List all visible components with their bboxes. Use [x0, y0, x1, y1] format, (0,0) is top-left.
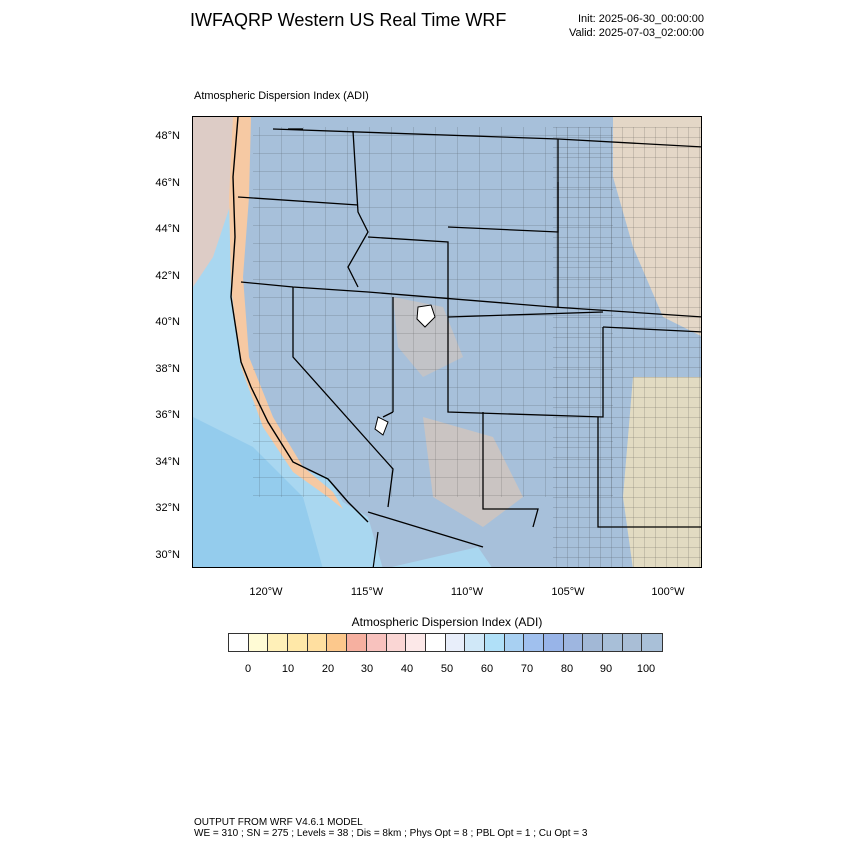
model-config: WE = 310 ; SN = 275 ; Levels = 38 ; Dis = 8km ; Phys Opt = 8 ; PBL Opt = 1 ; Cu Opt = 3	[194, 828, 588, 839]
colorbar-swatch	[249, 634, 269, 651]
colorbar-swatch	[406, 634, 426, 651]
lat-label: 42°N	[155, 270, 180, 282]
colorbar-swatch	[485, 634, 505, 651]
lat-label: 40°N	[155, 316, 180, 328]
lat-label: 34°N	[155, 456, 180, 468]
init-time: Init: 2025-06-30_00:00:00	[578, 13, 704, 25]
colorbar-label: 60	[480, 663, 494, 675]
colorbar-swatch	[623, 634, 643, 651]
lon-label: 120°W	[249, 586, 283, 598]
colorbar-label: 30	[360, 663, 374, 675]
colorbar-swatch	[426, 634, 446, 651]
colorbar-label: 40	[400, 663, 414, 675]
colorbar-label: 20	[321, 663, 335, 675]
colorbar-swatch	[544, 634, 564, 651]
map-panel	[192, 116, 702, 568]
colorbar-swatch	[288, 634, 308, 651]
lon-label: 105°W	[551, 586, 585, 598]
colorbar-label: 100	[636, 663, 656, 675]
model-info: OUTPUT FROM WRF V4.6.1 MODEL	[194, 817, 363, 828]
colorbar	[228, 633, 663, 652]
lat-label: 30°N	[155, 549, 180, 561]
colorbar-swatch	[524, 634, 544, 651]
lon-label: 100°W	[651, 586, 685, 598]
lat-label: 32°N	[155, 502, 180, 514]
lon-label: 115°W	[350, 586, 384, 598]
colorbar-swatch	[387, 634, 407, 651]
lat-label: 36°N	[155, 409, 180, 421]
colorbar-swatch	[367, 634, 387, 651]
main-title: IWFAQRP Western US Real Time WRF	[190, 10, 507, 30]
colorbar-swatch	[229, 634, 249, 651]
colorbar-swatch	[642, 634, 662, 651]
colorbar-title: Atmospheric Dispersion Index (ADI)	[351, 615, 543, 629]
lon-label: 110°W	[450, 586, 484, 598]
lat-label: 46°N	[155, 177, 180, 189]
colorbar-swatch	[505, 634, 525, 651]
lat-label: 48°N	[155, 130, 180, 142]
colorbar-swatch	[327, 634, 347, 651]
colorbar-swatch	[347, 634, 367, 651]
colorbar-label: 80	[560, 663, 574, 675]
colorbar-swatch	[268, 634, 288, 651]
colorbar-label: 90	[599, 663, 613, 675]
colorbar-swatch	[583, 634, 603, 651]
lat-label: 44°N	[155, 223, 180, 235]
lat-label: 38°N	[155, 363, 180, 375]
colorbar-swatch	[308, 634, 328, 651]
colorbar-label: 50	[440, 663, 454, 675]
colorbar-swatch	[603, 634, 623, 651]
colorbar-swatch	[465, 634, 485, 651]
plot-title: Atmospheric Dispersion Index (ADI)	[194, 90, 369, 102]
colorbar-swatch	[564, 634, 584, 651]
valid-time: Valid: 2025-07-03_02:00:00	[569, 27, 704, 39]
colorbar-swatch	[446, 634, 466, 651]
adi-map	[193, 117, 702, 568]
colorbar-label: 0	[244, 663, 252, 675]
colorbar-label: 10	[281, 663, 295, 675]
colorbar-label: 70	[520, 663, 534, 675]
